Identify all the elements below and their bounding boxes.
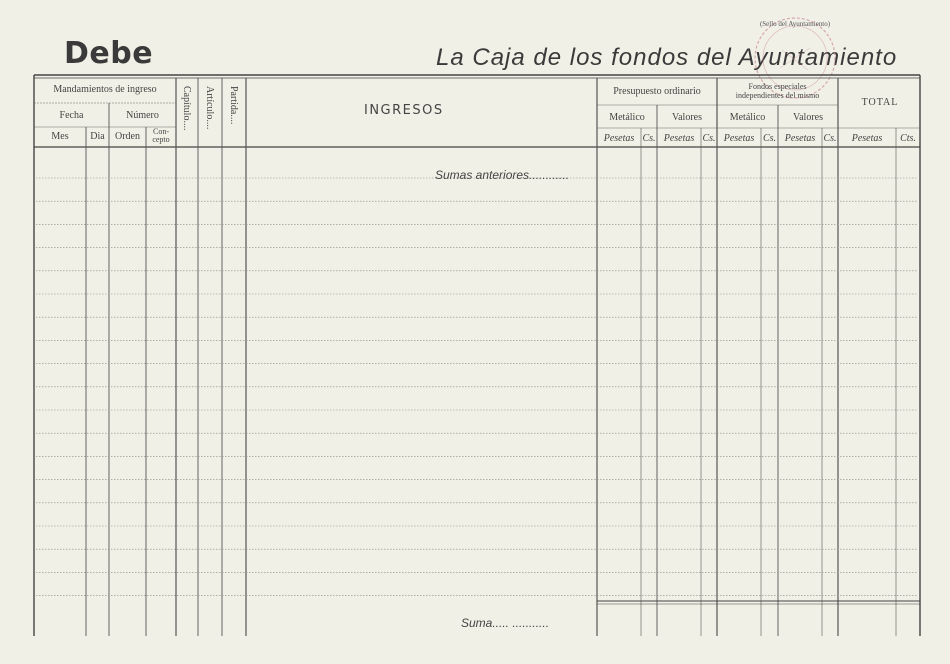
header-metalico-1: Metálico xyxy=(609,112,645,123)
header-pesetas-total: Pesetas xyxy=(851,133,883,144)
header-concepto: Con- cepto xyxy=(152,127,170,144)
header-valores-1: Valores xyxy=(672,112,702,123)
header-partida: Partida.... xyxy=(228,86,239,125)
header-pesetas-1: Pesetas xyxy=(603,133,635,144)
header-fecha: Fecha xyxy=(59,110,84,121)
header-fondos: Fondos especiales independientes del mismo xyxy=(735,82,820,100)
header-total: TOTAL xyxy=(861,97,899,108)
header-pesetas-3: Pesetas xyxy=(723,133,755,144)
header-articulo: Artículo.... xyxy=(204,86,215,130)
header-cs-4: Cs. xyxy=(823,133,837,144)
header-presupuesto: Presupuesto ordinario xyxy=(613,86,701,97)
header-capitulo: Capítulo.... xyxy=(181,86,192,131)
header-ingresos: INGRESOS xyxy=(364,103,444,118)
header-mandamientos: Mandamientos de ingreso xyxy=(53,84,157,95)
page-title-debe: Debe xyxy=(64,36,154,71)
header-pesetas-4: Pesetas xyxy=(784,133,816,144)
header-cs-2: Cs. xyxy=(702,133,716,144)
header-orden: Orden xyxy=(115,131,140,142)
header-metalico-2: Metálico xyxy=(729,112,766,123)
header-numero: Número xyxy=(126,110,159,121)
header-mes: Mes xyxy=(51,131,69,142)
header-pesetas-2: Pesetas xyxy=(663,133,695,144)
header-cs-3: Cs. xyxy=(762,133,777,144)
header-cs-1: Cs. xyxy=(642,133,656,144)
header-dia: Dia xyxy=(90,131,105,142)
header-valores-2: Valores xyxy=(793,112,823,123)
page-title-caja: La Caja de los fondos del Ayuntamiento xyxy=(436,44,898,71)
seal-text: (Sello del Ayuntamiento) xyxy=(759,20,831,28)
suma-label: Suma..... ........... xyxy=(461,616,550,630)
sumas-anteriores-label: Sumas anteriores............ xyxy=(435,168,570,182)
header-cts-total: Cts. xyxy=(900,133,916,144)
